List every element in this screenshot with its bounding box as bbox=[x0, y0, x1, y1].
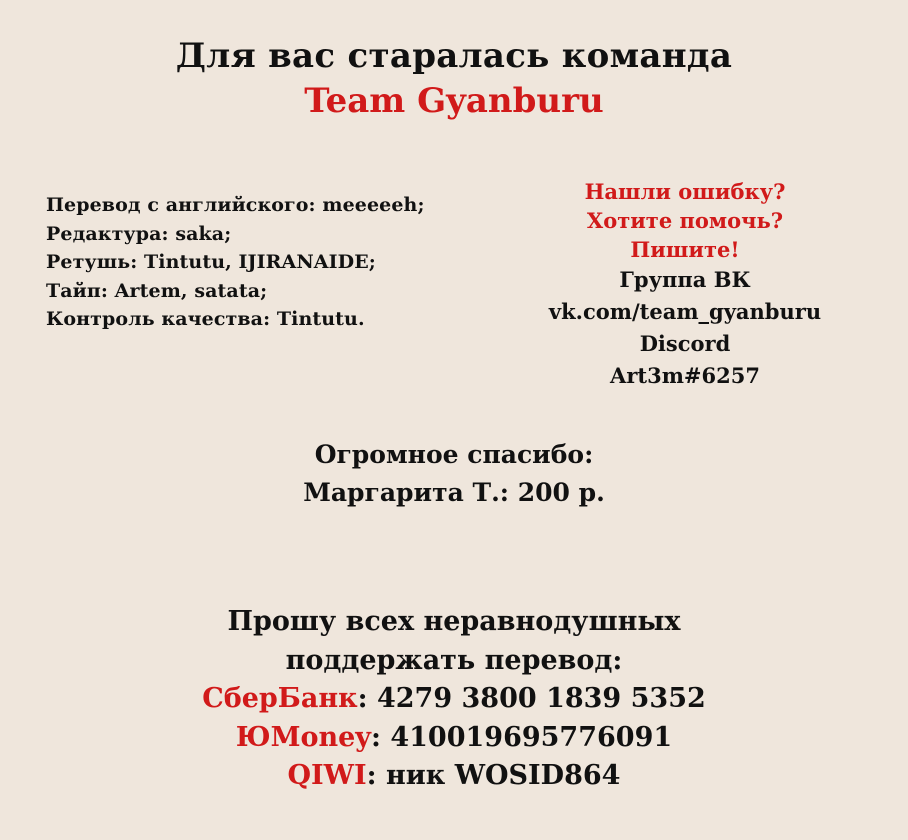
credit-typesetting: Тайп: Artem, satata; bbox=[46, 279, 268, 302]
discord-label: Discord bbox=[639, 331, 731, 356]
credits-list bbox=[46, 191, 486, 334]
error-prompt-line-1: Нашли ошибку? bbox=[584, 179, 786, 204]
credit-retouch: Ретушь: Tintutu, IJIRANAIDE; bbox=[46, 251, 376, 273]
support-request-line-1: Прошу всех неравнодушных bbox=[227, 606, 681, 637]
payment-service-name: QIWI bbox=[287, 760, 367, 791]
header bbox=[0, 34, 908, 123]
payment-service-name: ЮMoney bbox=[235, 721, 371, 753]
credit-editing: Редактура: saka; bbox=[46, 222, 232, 245]
credit-translation: Перевод с английского: meeeeeh; bbox=[46, 194, 425, 216]
discord-handle: Art3m#6257 bbox=[610, 363, 760, 388]
team-name: Team Gyanburu bbox=[304, 81, 604, 121]
support-section bbox=[0, 603, 908, 796]
support-request-line-2: поддержать перевод: bbox=[285, 644, 623, 676]
error-prompt-line-3: Пишите! bbox=[630, 237, 740, 262]
payment-value: : ник WOSID864 bbox=[366, 760, 621, 791]
credit-quality-control: Контроль качества: Tintutu. bbox=[46, 308, 365, 330]
payment-qiwi bbox=[0, 757, 908, 796]
payment-value: : 4279 3800 1839 5352 bbox=[357, 683, 706, 714]
error-prompt-line-2: Хотите помочь? bbox=[586, 208, 784, 233]
payment-sberbank bbox=[0, 680, 908, 719]
thanks-heading: Огромное спасибо: bbox=[314, 440, 594, 469]
contacts-section bbox=[505, 177, 865, 392]
vk-group-link: vk.com/team_gyanburu bbox=[548, 299, 822, 324]
payment-value: : 410019695776091 bbox=[370, 721, 673, 753]
donor-entry: Маргарита Т.: 200 р. bbox=[303, 478, 605, 507]
payment-yoomoney bbox=[0, 719, 908, 758]
page-title: Для вас старалась команда bbox=[175, 36, 733, 76]
vk-group-label: Группа ВК bbox=[619, 267, 751, 292]
thanks-section bbox=[0, 436, 908, 512]
payment-service-name: СберБанк bbox=[202, 683, 358, 714]
